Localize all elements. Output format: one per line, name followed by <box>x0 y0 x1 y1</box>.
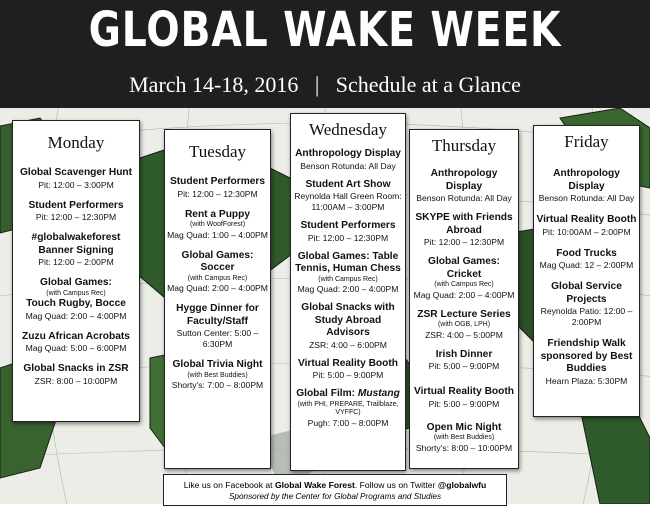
day-column-tuesday <box>164 129 271 469</box>
event-item <box>536 248 637 272</box>
twitter-link[interactable]: @globalwfu <box>437 480 487 490</box>
event-name-prefix: Global Film: <box>296 388 356 399</box>
event-item <box>536 168 637 204</box>
event-item <box>293 251 403 296</box>
event-item <box>293 148 403 172</box>
event-item <box>293 388 403 429</box>
day-column-thursday <box>409 129 519 469</box>
event-item <box>15 167 137 191</box>
event-detail: Pit: 5:00 – 9:00PM <box>312 370 384 380</box>
event-detail: Benson Rotunda: All Day <box>416 193 512 203</box>
day-heading: Tuesday <box>189 142 246 161</box>
event-detail: Pit: 5:00 – 9:00PM <box>428 398 500 409</box>
event-name: SKYPE with Friends Abroad <box>415 212 513 236</box>
event-detail: Pit: 10:00AM – 2:00PM <box>542 226 631 237</box>
event-name: Virtual Reality Booth <box>413 386 514 397</box>
event-item <box>412 168 516 204</box>
event-item <box>167 303 268 350</box>
event-name: Student Art Show <box>305 178 391 190</box>
event-name: Hygge Dinner for Faculty/Staff <box>176 303 259 327</box>
event-item <box>293 220 403 244</box>
event-detail: ZSR: 8:00 – 10:00PM <box>34 375 118 386</box>
event-name <box>293 388 403 401</box>
event-detail: Pit: 5:00 – 9:00PM <box>428 361 500 371</box>
day-heading: Wednesday <box>309 120 387 139</box>
event-name: Rent a Puppy <box>184 208 251 220</box>
event-name: ZSR Lecture Series <box>417 308 511 320</box>
footer-text: . Follow us on Twitter <box>354 480 438 490</box>
event-detail: Pugh: 7:00 – 8:00PM <box>307 417 389 428</box>
event-name: Food Trucks <box>556 247 617 259</box>
event-note: (with Campus Rec) <box>434 281 494 288</box>
event-item <box>412 256 516 301</box>
event-item <box>412 422 516 454</box>
event-item <box>167 176 268 200</box>
event-item <box>293 179 403 214</box>
footer-box <box>163 474 507 506</box>
event-name: Friendship Walk sponsored by Best Buddies <box>540 338 633 374</box>
event-item <box>167 209 268 241</box>
event-detail: Mag Quad: 2:00 – 4:00PM <box>25 310 127 321</box>
event-name: Global Games: Soccer <box>181 249 254 273</box>
event-note: (with Campus Rec) <box>46 289 106 297</box>
event-note: (with PHI, PREPARE, Trailblaze, VYFFC) <box>297 400 399 416</box>
event-item <box>412 386 516 410</box>
event-item <box>15 277 137 322</box>
event-item <box>536 338 637 387</box>
event-name: Global Games: Table Tennis, Human Chess <box>295 250 401 274</box>
event-name: Student Performers <box>169 176 266 187</box>
event-name: Touch Rugby, Bocce <box>26 298 126 309</box>
event-detail: Mag Quad: 2:00 – 4:00PM <box>297 284 399 294</box>
event-name: Virtual Reality Booth <box>297 357 398 369</box>
event-name: #globalwakeforest Banner Signing <box>31 232 121 256</box>
event-detail: ZSR: 4:00 – 5:00PM <box>425 329 503 340</box>
event-detail: Benson Rotunda: All Day <box>538 193 635 203</box>
event-detail: Benson Rotunda: All Day <box>300 160 396 171</box>
event-name: Global Snacks with Study Abroad Advisors <box>301 302 395 338</box>
event-detail: Hearn Plaza: 5:30PM <box>545 375 628 386</box>
event-item <box>412 349 516 373</box>
day-column-friday <box>533 125 640 417</box>
event-name: Zuzu African Acrobats <box>22 330 130 342</box>
day-heading: Thursday <box>431 136 497 155</box>
event-detail: Mag Quad: 1:00 – 4:00PM <box>167 229 268 240</box>
event-note: (with Campus Rec) <box>318 275 378 283</box>
event-detail: Reynolda Patio: 12:00 – 2:00PM <box>540 306 633 327</box>
event-detail: Mag Quad: 12 – 2:00PM <box>539 260 634 270</box>
event-detail: Pit: 12:00 – 12:30PM <box>307 232 389 243</box>
event-item <box>293 358 403 382</box>
event-note: (with Best Buddies) <box>187 371 248 379</box>
event-name: Global Scavenger Hunt <box>19 167 133 178</box>
event-detail: Sutton Center: 5:00 – 6:30PM <box>176 328 259 349</box>
event-detail: Mag Quad: 2:00 – 4:00PM <box>167 283 268 293</box>
event-item <box>167 359 268 391</box>
event-detail: Pit: 12:00 – 12:30PM <box>423 237 505 247</box>
event-name: Open Mic Night <box>426 421 502 433</box>
footer-social-line <box>164 479 506 491</box>
event-note: (with Campus Rec) <box>187 274 248 282</box>
event-item <box>15 363 137 387</box>
event-detail: Reynolda Hall Green Room: 11:00AM – 3:00PM <box>294 191 402 212</box>
event-item <box>15 232 137 268</box>
event-name: Anthropology Display <box>430 168 498 192</box>
event-detail: Pit: 12:00 – 12:30PM <box>35 212 117 222</box>
page-title: GLOBAL WAKE WEEK <box>88 2 562 58</box>
event-name: Anthropology Display <box>553 168 620 192</box>
event-item <box>412 309 516 341</box>
event-note: (with WoofForest) <box>189 221 246 228</box>
day-column-monday <box>12 120 140 422</box>
event-note: (with Best Buddies) <box>433 434 495 441</box>
event-name: Global Games: Cricket <box>428 256 500 280</box>
event-name: Global Service Projects <box>551 281 622 305</box>
event-detail: Shorty's: 8:00 – 10:00PM <box>415 442 513 453</box>
header-banner <box>0 0 650 108</box>
event-name: Global Games: <box>40 277 112 288</box>
event-name: Student Performers <box>28 199 124 211</box>
event-name: Global Trivia Night <box>172 359 263 370</box>
day-column-wednesday <box>290 113 406 471</box>
event-item <box>15 331 137 355</box>
event-item <box>536 281 637 328</box>
footer-text: Like us on Facebook at <box>183 480 275 490</box>
event-note: (with OGB, LPH) <box>437 321 491 328</box>
event-item <box>167 250 268 295</box>
event-name: Global Snacks in ZSR <box>23 363 129 374</box>
event-item <box>412 212 516 248</box>
event-item <box>293 302 403 351</box>
event-name: Student Performers <box>300 220 396 231</box>
event-detail: Pit: 12:00 – 2:00PM <box>38 257 114 267</box>
page-subtitle: March 14-18, 2016 | Schedule at a Glance <box>129 72 521 97</box>
event-detail: Pit: 12:00 – 12:30PM <box>177 188 258 199</box>
event-detail: Shorty's: 7:00 – 8:00PM <box>171 380 264 390</box>
event-detail: ZSR: 4:00 – 6:00PM <box>309 339 387 350</box>
footer-sponsor-line: Sponsored by the Center for Global Programs and Studies <box>228 492 442 501</box>
event-item <box>536 214 637 238</box>
event-detail: Mag Quad: 5:00 – 6:00PM <box>25 343 127 353</box>
event-name: Anthropology Display <box>295 148 401 159</box>
day-heading: Monday <box>47 133 105 152</box>
event-name-film: Mustang <box>357 388 400 399</box>
event-item <box>15 200 137 224</box>
event-name: Irish Dinner <box>435 348 493 360</box>
day-heading: Friday <box>564 132 609 151</box>
event-detail: Pit: 12:00 – 3:00PM <box>38 179 114 190</box>
facebook-link[interactable]: Global Wake Forest <box>274 480 355 490</box>
event-detail: Mag Quad: 2:00 – 4:00PM <box>413 289 515 300</box>
event-name: Virtual Reality Booth <box>536 214 637 225</box>
